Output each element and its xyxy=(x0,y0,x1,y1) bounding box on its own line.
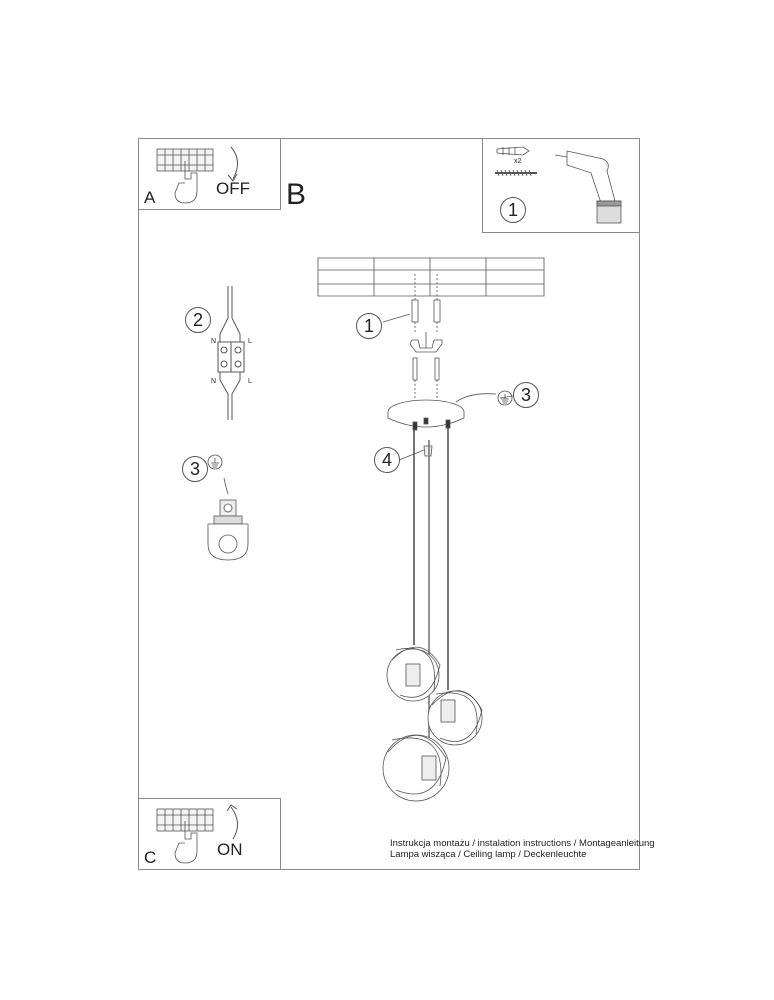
terminal-n-top: N xyxy=(211,338,217,345)
terminal-l-top: L xyxy=(248,338,252,345)
wall-plug-quantity: x2 xyxy=(514,158,522,165)
callout-step-1-main: 1 xyxy=(356,313,382,339)
step-a-off-label: OFF xyxy=(216,179,250,198)
step-a-letter: A xyxy=(144,188,156,207)
step-c-on-label: ON xyxy=(217,840,243,859)
terminal-l-bottom: L xyxy=(248,378,252,385)
callout-step-3-main: 3 xyxy=(513,382,539,408)
lamp-shade-2 xyxy=(428,691,482,745)
lamp-shade-3 xyxy=(383,735,449,801)
callout-step-4-main: 4 xyxy=(374,447,400,473)
step-c-letter: C xyxy=(144,848,157,867)
breaker-on-illustration xyxy=(139,799,282,871)
callout-step-2: 2 xyxy=(185,307,211,333)
step-c-panel xyxy=(138,798,281,870)
callout-step-3-left: 3 xyxy=(182,456,208,482)
footer-instructions-title: Instrukcja montażu / instalation instructions / Montageanleitung xyxy=(390,838,655,849)
footer-product-name: Lampa wisząca / Ceiling lamp / Deckenleuchte xyxy=(390,849,587,860)
step-b-letter: B xyxy=(286,178,307,211)
terminal-n-bottom: N xyxy=(211,378,217,385)
tools-step-number: 1 xyxy=(500,197,526,223)
lamp-shade-1 xyxy=(387,647,440,701)
